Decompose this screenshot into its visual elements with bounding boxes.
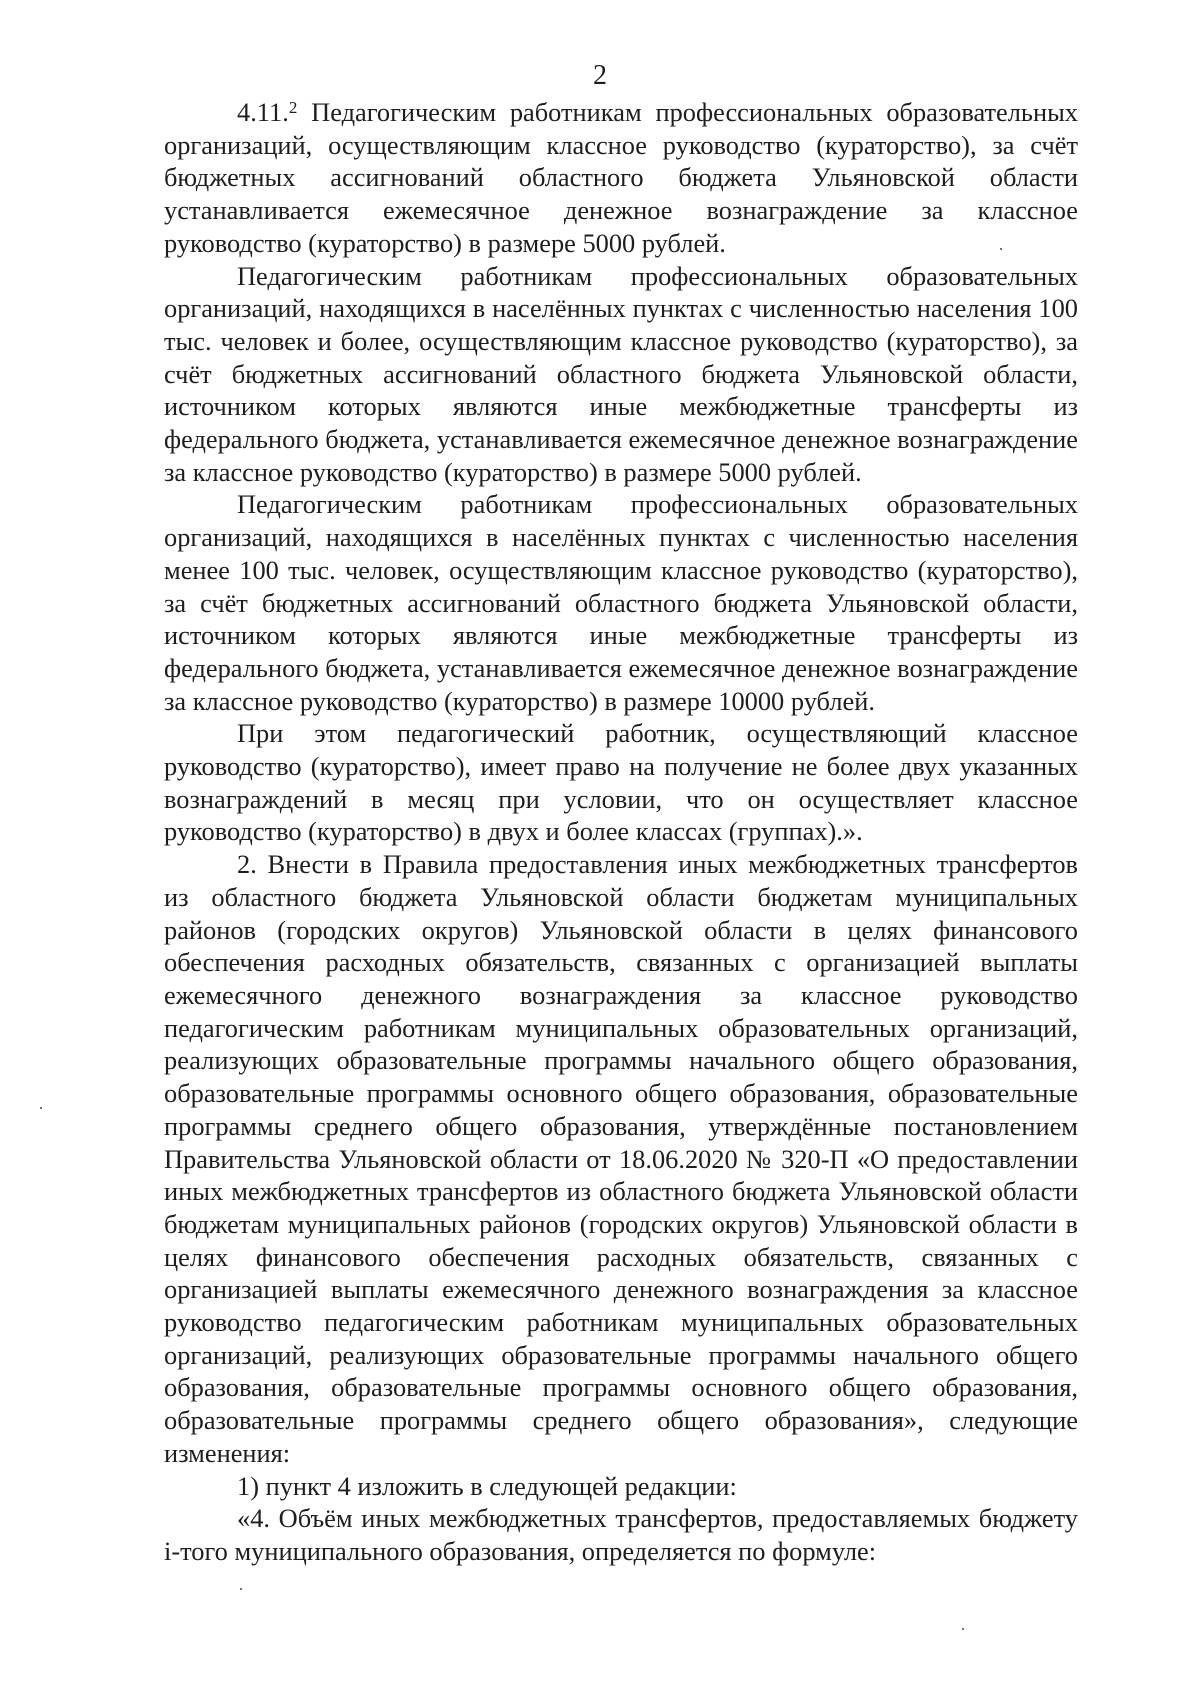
clause-superscript: 2: [288, 98, 298, 117]
document-body: [164, 96, 1078, 1568]
paragraph-less-than-100k: Педагогическим работникам профессиональных образовательных организаций, находящихся в населённых пунктах с численностью населения менее 100 тыс. человек, осуществляющим классное руководство (кураторство), за счёт бюджетных ассигнований областного бюджета Ульяновской области, источником которых являются иные межбюджетные трансферты из федерального бюджета, устанавливается ежемесячное денежное вознаграждение за классное руководство (кураторство) в размере 10000 рублей.: [164, 489, 1078, 716]
scan-speck: [40, 1107, 42, 1109]
scan-speck: [1000, 248, 1002, 250]
paragraph-4-11-2: [164, 96, 1078, 260]
clause-number: 4.11.: [237, 97, 289, 127]
paragraph-100k-and-more: Педагогическим работникам профессиональных образовательных организаций, находящихся в населённых пунктах с численностью населения 100 тыс. человек и более, осуществляющим классное руководство (кураторство), за счёт бюджетных ассигнований областного бюджета Ульяновской области, источником которых являются иные межбюджетные трансферты из федерального бюджета, устанавливается ежемесячное денежное вознаграждение за классное руководство (кураторство) в размере 5000 рублей.: [164, 260, 1078, 487]
paragraph-text: Педагогическим работникам профессиональных образовательных организаций, осуществляющим классное руководство (кураторство), за счёт бюджетных ассигнований областного бюджета Ульяновской области устанавливается ежемесячное денежное вознаграждение за классное руководство (кураторство) в размере 5000 рублей.: [164, 97, 1078, 258]
scan-speck: [962, 1628, 964, 1630]
paragraph-item-1: 1) пункт 4 изложить в следующей редакции:: [237, 1470, 737, 1501]
page-number: 2: [593, 60, 607, 91]
scan-speck: [240, 1588, 242, 1590]
paragraph-item-4-formula: «4. Объём иных межбюджетных трансфертов, предоставляемых бюджету i-того муниципального образования, определяется по формуле:: [164, 1503, 1078, 1566]
paragraph-amend-rules: 2. Внести в Правила предоставления иных межбюджетных трансфертов из областного бюджета Ульяновской области бюджетам муниципальных районов (городских округов) Ульяновской области в целях финансового обеспечения расходных обязательств, связанных с организацией выплаты ежемесячного денежного вознаграждения за классное руководство педагогическим работникам муниципальных образовательных организаций, реализующих образовательные программы начального общего образования, образовательные программы основного общего образования, образовательные программы среднего общего образования, утверждённые постановлением Правительства Ульяновской области от 18.06.2020 № 320-П «О предоставлении иных межбюджетных трансфертов из областного бюджета Ульяновской области бюджетам муниципальных районов (городских округов) Ульяновской области в целях финансового обеспечения расходных обязательств, связанных с организацией выплаты ежемесячного денежного вознаграждения за классное руководство педагогическим работникам муниципальных образовательных организаций, реализующих образовательные программы начального общего образования, образовательные программы основного общего образования, образовательные программы среднего общего образования», следующие изменения:: [164, 849, 1078, 1468]
paragraph-two-rewards-limit: При этом педагогический работник, осуществляющий классное руководство (кураторство), имеет право на получение не более двух указанных вознаграждений в месяц при условии, что он осуществляет классное руководство (кураторство) в двух и более классах (группах).».: [164, 718, 1078, 847]
